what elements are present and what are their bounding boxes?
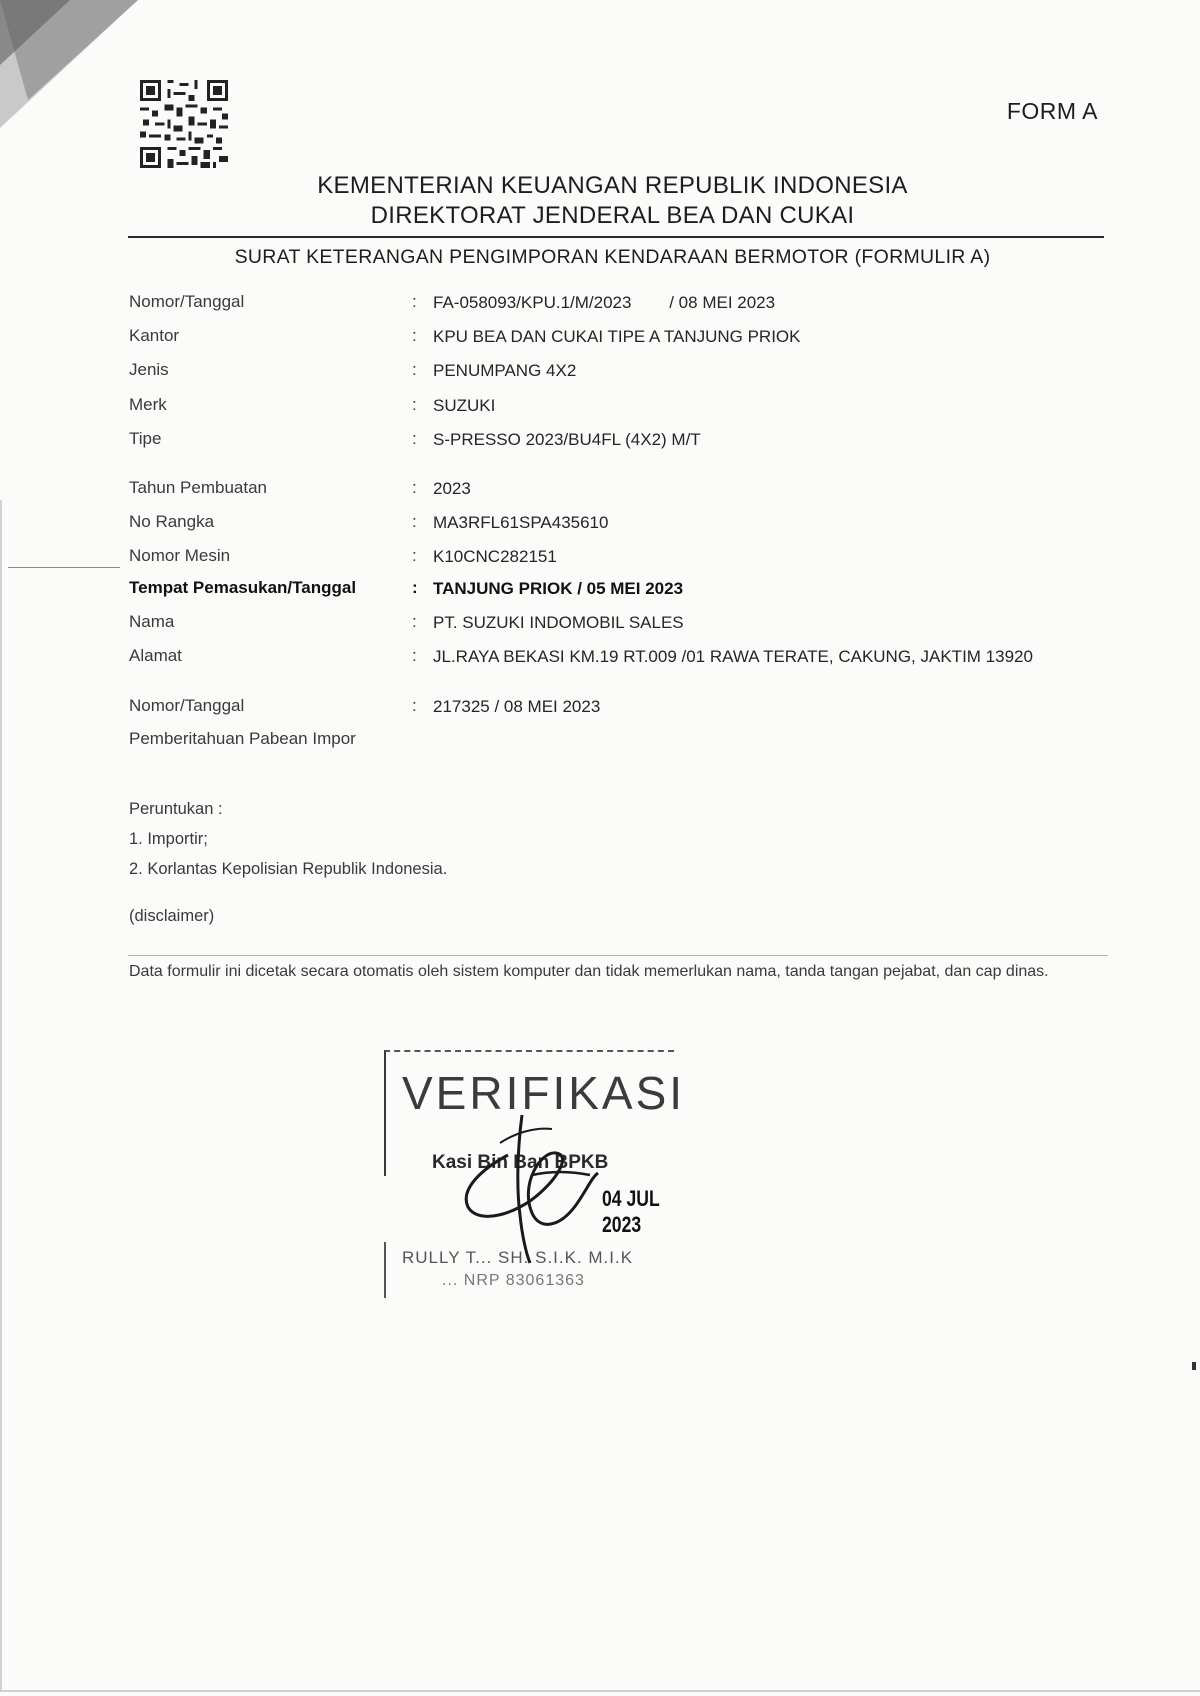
field-row [129,395,1109,425]
field-value: TANJUNG PRIOK / 05 MEI 2023 [433,579,684,598]
ministry-heading: KEMENTERIAN KEUANGAN REPUBLIK INDONESIA [317,172,908,199]
field-separator: : [412,326,417,345]
scan-edge [0,1690,1200,1692]
field-row [129,696,1109,726]
field-separator: : [412,512,417,531]
field-row [129,512,1109,542]
field-label: Nama [129,612,175,631]
field-row [129,578,1109,608]
field-value: JL.RAYA BEKASI KM.19 RT.009 /01 RAWA TERATE, CAKUNG, JAKTIM 13920 [433,647,1033,666]
field-separator: : [412,478,417,497]
pib-label: Pemberitahuan Pabean Impor [129,729,356,748]
field-row [129,326,1109,356]
field-separator: : [412,395,417,414]
field-value: S-PRESSO 2023/BU4FL (4X2) M/T [433,430,701,449]
field-value: PENUMPANG 4X2 [433,361,577,380]
document-subtitle: SURAT KETERANGAN PENGIMPORAN KENDARAAN BERMOTOR (FORMULIR A) [234,246,991,268]
scan-edge [0,500,2,1690]
stamp-date: 04 JUL 2023 [602,1186,660,1237]
field-separator: : [412,696,417,715]
corner-fold [0,0,150,150]
field-label: Tipe [129,429,162,448]
field-label: Tahun Pembuatan [129,478,267,497]
field-label: Alamat [129,646,182,665]
stamp-officer-name: RULLY T... SH. S.I.K. M.I.K [402,1248,634,1267]
field-value: 217325 / 08 MEI 2023 [433,697,601,716]
disclaimer-text: Data formulir ini dicetak secara otomatis oleh sistem komputer dan tidak memerlukan nama, tanda tangan pejabat, dan cap dinas. [129,963,1049,980]
field-separator: : [412,578,418,597]
field-row [129,646,1109,696]
field-label: Nomor/Tanggal [129,696,245,715]
list-item: 2. Korlantas Kepolisian Republik Indonesia. [129,860,448,878]
qr-code [140,80,228,168]
field-separator: : [412,612,417,631]
field-label: Tempat Pemasukan/Tanggal [129,578,357,597]
field-label: Jenis [129,360,169,379]
field-separator: : [412,646,417,665]
field-row [129,360,1109,390]
peruntukan-title: Peruntukan : [129,800,223,818]
field-row [129,478,1109,508]
field-row [129,292,1109,322]
stamp-officer-nrp: ... NRP 83061363 [442,1272,585,1289]
field-label: Merk [129,395,167,414]
header-divider [128,236,1104,238]
disclaimer-label: (disclaimer) [129,907,215,925]
disclaimer-divider [128,955,1108,956]
field-row [129,429,1109,459]
field-separator: : [412,360,417,379]
field-label: No Rangka [129,512,215,531]
field-value: K10CNC282151 [433,547,557,566]
field-value: FA-058093/KPU.1/M/2023 / 08 MEI 2023 [433,293,776,312]
directorate-heading: DIREKTORAT JENDERAL BEA DAN CUKAI [370,202,855,229]
field-row [129,546,1109,576]
field-separator: : [412,292,417,311]
stamp-title: VERIFIKASI [402,1067,686,1119]
field-value: 2023 [433,479,471,498]
field-label: Nomor/Tanggal [129,292,245,311]
field-label: Kantor [129,326,180,345]
signature [460,1115,620,1265]
form-label: FORM A [1006,98,1098,124]
scan-artifact [1192,1362,1196,1370]
field-separator: : [412,546,417,565]
field-value: MA3RFL61SPA435610 [433,513,609,532]
field-value: KPU BEA DAN CUKAI TIPE A TANJUNG PRIOK [433,327,801,346]
list-item: 1. Importir; [129,830,208,848]
field-label: Nomor Mesin [129,546,231,565]
field-value: PT. SUZUKI INDOMOBIL SALES [433,613,684,632]
field-separator: : [412,429,417,448]
stamp-position: Kasi Bin Ban BPKB [432,1152,609,1173]
scan-artifact [8,567,120,568]
field-value: SUZUKI [433,396,496,415]
field-row [129,612,1109,642]
